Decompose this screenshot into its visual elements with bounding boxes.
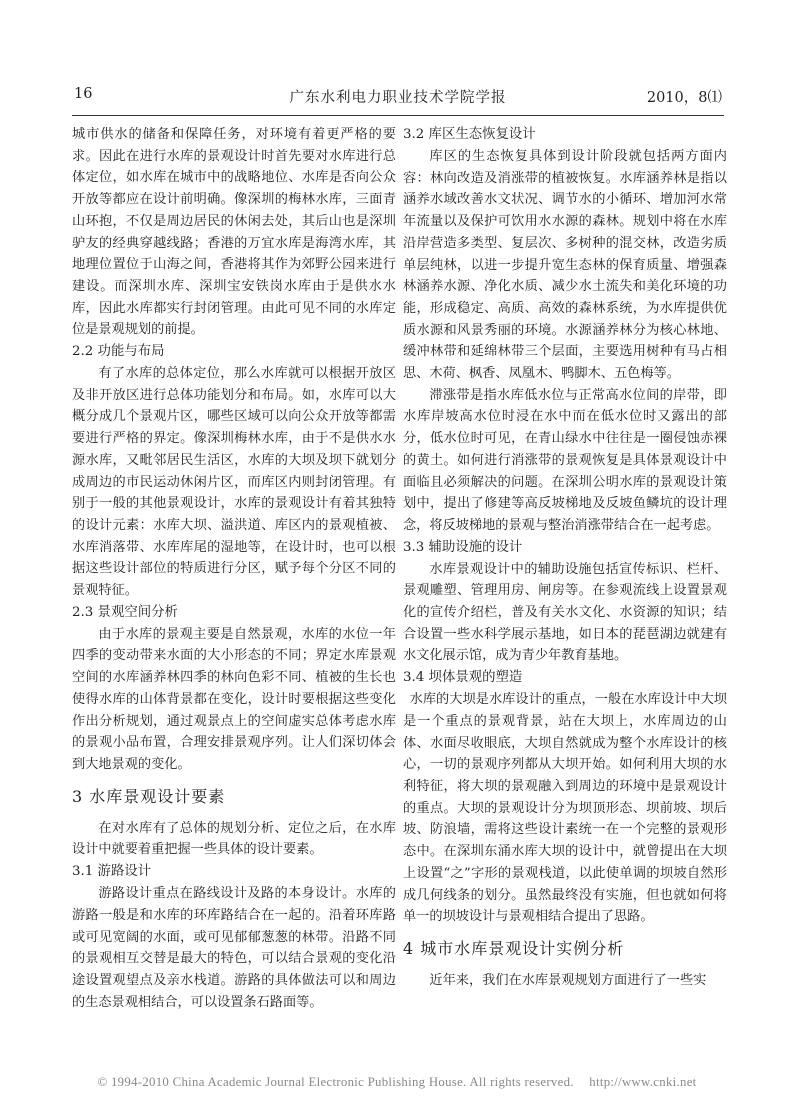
copyright-footer [0,1075,794,1090]
paragraph: 近年来，我们在水库景观规划方面进行了一些实 [429,972,707,988]
paragraph: 水库景观设计中的辅助设施包括宣传标识、栏杆、景观雕塑、管理用房、闸房等。在参观流线上设置景观化的宣传介绍栏，普及有关水文化、水资源的知识；结合设置一些水科学展示基地，如日本的琵琶湖边就建有水文化展示馆，成为青少年教育基地。 [403,561,727,664]
paragraph: 水库的大坝是水库设计的重点，一般在水库设计中大坝是一个重点的景观背景，站在大坝上，水库周边的山体、水面尽收眼底，大坝自然就成为整个水库设计的核心，一切的景观序列都从大坝开始。如何利用大坝的水利特征，将大坝的景观融入到周边的环境中是景观设计的重点。大坝的景观设计分为坝顶形态、坝前坡、坝后坡、防浪墙，需将这些设计素统一在一个完整的景观形态中。在深圳东涌水库大坝的设计中，就曾提出在大坝上设置“之”字形的景观栈道，以此使单调的坝坡自然形成几何线条的划分。虽然最终没有实施，但也就如何将单一的坝坡设计与景观相结合提出了思路。 [403,692,727,925]
section-heading-3-3: 3.3 辅助设施的设计 [403,539,523,555]
paragraph: 游路设计重点在路线设计及路的本身设计。水库的游路一般是和水库的环库路结合在一起的。沿着环库路或可见宽阔的水面，或可见郁郁葱葱的林带。沿路不同的景观相互交替是最大的特色，可以结合景观的变化沿途设置观望点及亲水栈道。游路的具体做法可以和周边的生态景观相结合，可以设置条石路面等。 [72,886,396,1010]
section-heading-3: 3 水库景观设计要素 [72,786,226,806]
section-heading-3-4: 3.4 坝体景观的塑造 [403,670,523,686]
page-header [74,86,722,110]
issue-label: 2010，8⑴ [646,90,722,106]
section-heading-4: 4 城市水库景观设计实例分析 [403,938,625,958]
left-column [72,124,396,1013]
section-heading-2-2: 2.2 功能与布局 [72,344,165,360]
paragraph: 有了水库的总体定位，那么水库就可以根据开放区及非开放区进行总体功能划分和布局。如，水库可以大概分成几个景观片区，哪些区域可以向公众开放等都需要进行严格的界定。像深圳梅林水库，由于不是供水水源水库，又毗邻居民生活区，水库的大坝及坝下就划分成周边的市民运动休闲片区，而库区内则封闭管理。有别于一般的其他景观设计，水库的景观设计有着其独特的设计元素：水库大坝、溢洪道、库区内的景观植被、水库消落带、水库库尾的湿地等，在设计时，也可以根据这些设计部位的特质进行分区，赋予每个分区不同的景观特征。 [72,366,396,599]
paragraph: 由于水库的景观主要是自然景观，水库的水位一年四季的变动带来水面的大小形态的不同；界定水库景观空间的水库涵养林四季的林向色彩不同、植被的生长也使得水库的山体背景都在变化，设计时要根据这些变化作出分析规划，通过观景点上的空间虚实总体考虑水库的景观小品布置，合理安排景观序列。让人们深切体会到大地景观的变化。 [72,626,396,772]
section-heading-3-1: 3.1 游路设计 [72,864,152,880]
paragraph: 滞涨带是指水库低水位与正常高水位间的岸带，即水库岸坡高水位时浸在水中而在低水位时又露出的部分，低水位时可见，在青山绿水中往往是一圈侵蚀赤裸的黄土。如何进行消涨带的景观恢复是具体景观设计中面临且必须解决的问题。在深圳公明水库的景观设计策划中，提出了修建等高反坡梯地及反坡鱼鳞坑的设计理念，将反坡梯地的景观与整治消涨带结合在一起考虑。 [403,387,727,533]
footer-url[interactable]: http://www.cnki.net [589,1075,697,1089]
journal-title: 广东水利电力职业技术学院学报 [289,90,507,106]
header-rule [72,115,724,116]
page-number: 16 [74,86,93,102]
paragraph: 库区的生态恢复具体到设计阶段就包括两方面内容：林向改造及消涨带的植被恢复。水库涵养林是指以涵养水域改善水文状况、调节水的小循环、增加河水常年流量以及保护可饮用水水源的森林。规划中将在水库沿岸营造多类型、复层次、多树种的混交林，改造劣质单层纯林，以进一步提升宽生态林的保育质量、增强森林涵养水源、净化水质、减少水土流失和美化环境的功能，形成稳定、高质、高效的森林系统，为水库提供优质水源和风景秀丽的环境。水源涵养林分为核心林地、缓冲林带和延绵林带三个层面，主要选用树种有马占相思、木荷、枫香、凤凰木、鸭脚木、五色梅等。 [403,149,727,382]
copyright-text: © 1994-2010 China Academic Journal Electronic Publishing House. All rights reserved. [97,1075,574,1089]
right-column [403,124,727,992]
section-heading-3-2: 3.2 库区生态恢复设计 [403,127,536,142]
section-heading-2-3: 2.3 景观空间分析 [72,604,178,620]
paragraph: 城市供水的储备和保障任务，对环境有着更严格的要求。因此在进行水库的景观设计时首先要对水库进行总体定位，如水库在城市中的战略地位、水库是否向公众开放等都应在设计前明确。像深圳的梅林水库，三面青山环抱，不仅是周边居民的休闲去处，其后山也是深圳驴友的经典穿越线路；香港的万宜水库是海湾水库，其地理位置位于山海之间，香港将其作为郊野公园来进行建设。而深圳水库、深圳宝安铁岗水库由于是供水水库，因此水库都实行封闭管理。由此可见不同的水库定位是景观规划的前提。 [72,127,396,338]
paragraph: 在对水库有了总体的规划分析、定位之后，在水库设计中就要着重把握一些具体的设计要素。 [72,820,396,858]
